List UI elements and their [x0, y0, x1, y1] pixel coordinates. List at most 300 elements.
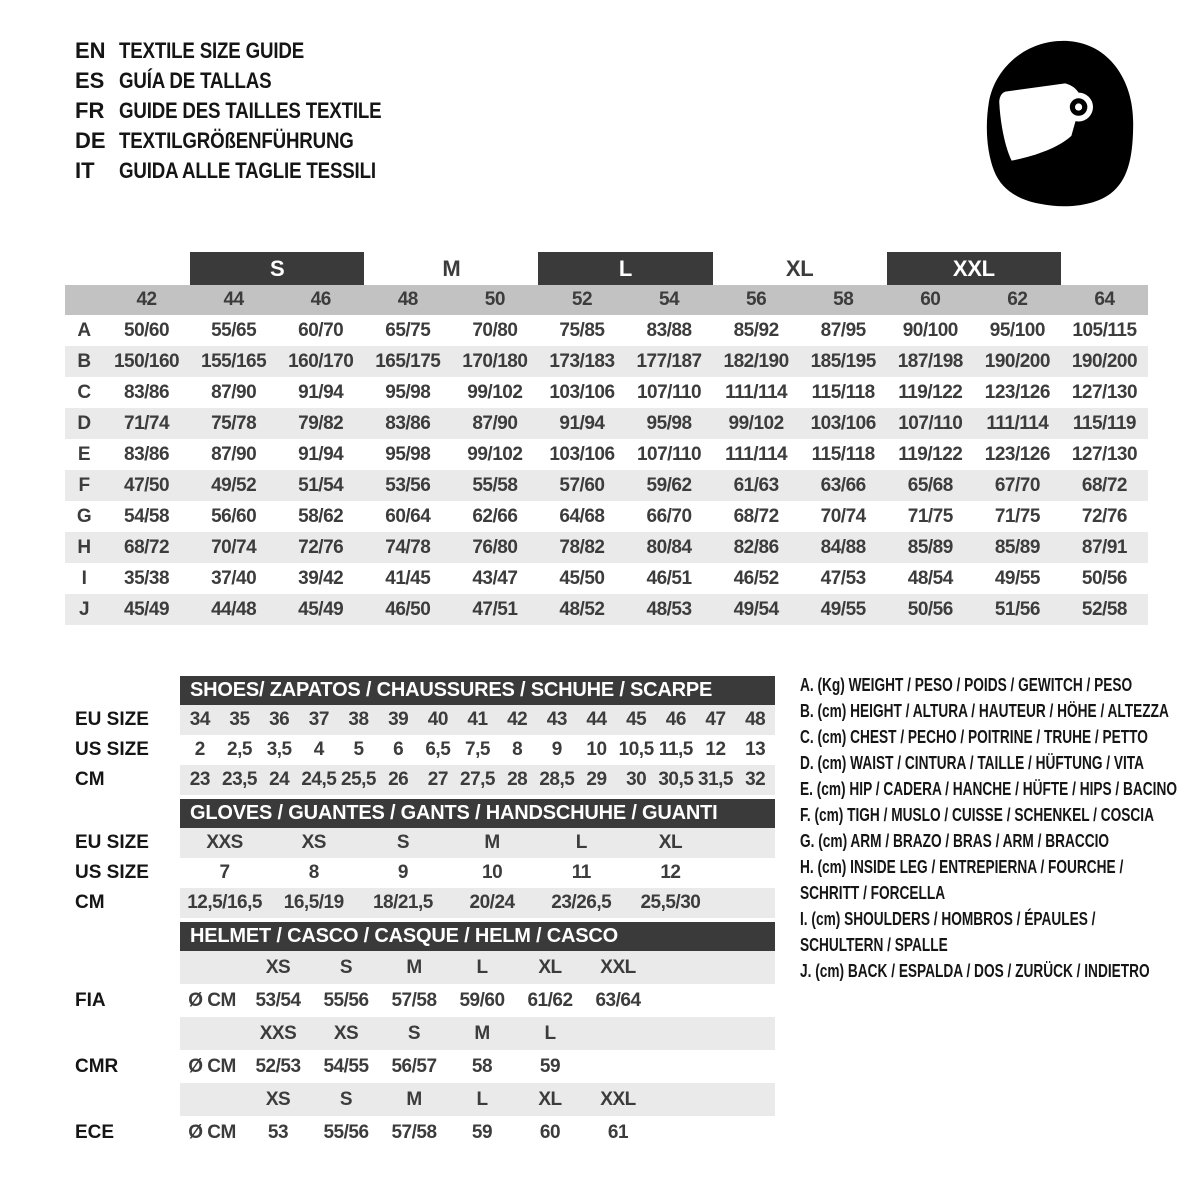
size-cell: 59/62: [646, 474, 692, 496]
size-column-label: 46: [310, 289, 331, 310]
helmet-unit: Ø CM: [188, 1055, 236, 1077]
helmet-values: [180, 984, 775, 1017]
size-cell: 182/190: [723, 350, 789, 372]
size-cell: 51/56: [994, 598, 1040, 620]
size-cell: 43/47: [472, 567, 518, 589]
shoes-cell: 2: [194, 739, 205, 760]
size-group-xxl: XXL: [887, 252, 1061, 285]
shoes-cell: 3,5: [266, 739, 292, 760]
size-cell: 55/58: [472, 474, 518, 496]
helmet-value-cell: 56/57: [391, 1055, 437, 1077]
size-group-xl: XL: [785, 255, 814, 281]
helmet-value-cell: 52/53: [255, 1055, 301, 1077]
size-cell: 103/106: [549, 443, 615, 465]
size-cell: 155/165: [201, 350, 267, 372]
size-row-label: E: [77, 443, 91, 465]
helmet-values: [180, 1116, 775, 1149]
size-column-label: 60: [920, 289, 941, 310]
row-label: [65, 1083, 180, 1116]
shoes-cell: 34: [189, 709, 210, 730]
size-cell: 49/55: [820, 598, 866, 620]
size-cell: 70/74: [820, 505, 866, 527]
size-cell: 72/76: [298, 536, 344, 558]
size-cell: 80/84: [646, 536, 692, 558]
size-cell: 51/54: [298, 474, 344, 496]
helmet-value-cell: 58: [471, 1055, 493, 1077]
shoes-cell: 12: [705, 739, 726, 760]
shoes-cell: 28: [507, 769, 528, 790]
shoes-cell: 31,5: [698, 769, 733, 790]
size-cell: 103/106: [810, 412, 876, 434]
size-cell: 119/122: [898, 443, 963, 465]
legend-line: J. (cm) BACK / ESPALDA / DOS / ZURÜCK / INDIETRO: [800, 961, 1150, 981]
size-cell: 68/72: [733, 505, 779, 527]
legend-line: G. (cm) ARM / BRAZO / BRAS / ARM / BRACCIO: [800, 831, 1110, 851]
size-cell: 62/66: [472, 505, 518, 527]
helmet-size-cell: M: [406, 1088, 422, 1110]
gloves-cell: XXS: [206, 832, 243, 853]
size-cell: 160/170: [288, 350, 354, 372]
size-table-row: [65, 501, 1148, 532]
size-cell: 57/60: [559, 474, 605, 496]
size-group-l: L: [538, 252, 712, 285]
helmet-size-cell: S: [407, 1022, 421, 1044]
gloves-values: [180, 858, 775, 888]
shoes-row: [65, 765, 780, 795]
size-cell: 99/102: [467, 381, 523, 403]
shoes-cell: 40: [427, 709, 448, 730]
helmet-standard-label: CMR: [75, 1055, 119, 1077]
helmet-value-cell: 57/58: [391, 1121, 437, 1143]
shoes-cell: 27,5: [460, 769, 495, 790]
gloves-section: [65, 799, 780, 918]
shoes-cell: 6: [393, 739, 404, 760]
size-table-row: [65, 439, 1148, 470]
gloves-values: [180, 828, 775, 858]
shoes-cell: 32: [745, 769, 766, 790]
size-cell: 75/85: [559, 319, 605, 341]
gloves-row: [65, 888, 780, 918]
shoes-cell: 26: [388, 769, 409, 790]
gloves-cell: 9: [397, 862, 408, 883]
size-cell: 187/198: [897, 350, 963, 372]
legend-line: I. (cm) SHOULDERS / HOMBROS / ÉPAULES /: [800, 909, 1096, 929]
size-cell: 63/66: [820, 474, 866, 496]
size-cell: 90/100: [902, 319, 958, 341]
helmet-section: [65, 922, 780, 1149]
size-cell: 56/60: [211, 505, 257, 527]
size-cell: 35/38: [124, 567, 170, 589]
shoes-cell: 9: [551, 739, 562, 760]
gloves-cell: 25,5/30: [640, 892, 701, 913]
size-cell: 185/195: [810, 350, 876, 372]
size-column-label: 50: [484, 289, 505, 310]
gloves-cell: L: [575, 832, 587, 853]
size-table-row: [65, 563, 1148, 594]
helmet-value-cell: 57/58: [391, 989, 437, 1011]
size-cell: 64/68: [559, 505, 605, 527]
helmet-sizes-row: [65, 951, 780, 984]
size-row-label: B: [77, 350, 91, 372]
shoes-cell: 36: [269, 709, 290, 730]
size-cell: 76/80: [472, 536, 518, 558]
size-cell: 190/200: [984, 350, 1050, 372]
helmet-unit-spacer: [180, 1083, 244, 1116]
shoes-cell: 5: [353, 739, 364, 760]
size-table-row: [65, 346, 1148, 377]
shoes-cell: 37: [308, 709, 329, 730]
size-columns-row: [65, 285, 1148, 315]
language-row: [75, 156, 428, 186]
gloves-cell: XL: [658, 832, 683, 853]
shoes-cell: 8: [512, 739, 523, 760]
helmet-values: [180, 1050, 775, 1083]
legend-line: A. (Kg) WEIGHT / PESO / POIDS / GEWITCH / PESO: [800, 675, 1133, 695]
size-cell: 41/45: [385, 567, 431, 589]
size-cell: 87/90: [211, 381, 257, 403]
helmet-size-cell: L: [476, 956, 488, 978]
helmet-size-cell: XS: [265, 1088, 291, 1110]
shoes-row: [65, 705, 780, 735]
size-cell: 95/98: [385, 381, 431, 403]
language-title: GUIDA ALLE TAGLIE TESSILI: [119, 158, 376, 183]
size-cell: 123/126: [984, 381, 1050, 403]
gloves-cell: 11: [571, 862, 591, 883]
shoes-cell: 42: [507, 709, 528, 730]
shoes-cell: 29: [586, 769, 607, 790]
size-cell: 52/58: [1081, 598, 1127, 620]
helmet-size-cell: L: [476, 1088, 488, 1110]
helmet-size-cell: M: [406, 956, 422, 978]
shoes-cell: 47: [705, 709, 726, 730]
shoes-cell: 13: [745, 739, 766, 760]
helmet-value-cell: 55/56: [323, 1121, 369, 1143]
shoes-cell: 27: [427, 769, 448, 790]
size-cell: 91/94: [298, 381, 344, 403]
size-cell: 111/114: [725, 443, 788, 465]
size-cell: 150/160: [113, 350, 180, 372]
size-cell: 45/49: [124, 598, 170, 620]
size-table-body: [65, 315, 1148, 625]
shoes-row: [65, 735, 780, 765]
size-column-label: 54: [658, 289, 680, 310]
size-cell: 83/88: [646, 319, 692, 341]
shoes-cell: 23: [189, 769, 210, 790]
gloves-values: [180, 888, 775, 918]
shoes-cell: 11,5: [658, 739, 693, 760]
size-cell: 127/130: [1071, 443, 1138, 465]
size-cell: 58/62: [298, 505, 344, 527]
size-column-label: 42: [136, 289, 157, 310]
size-cell: 83/86: [124, 443, 170, 465]
size-cell: 83/86: [124, 381, 170, 403]
helmet-size-cell: S: [339, 956, 353, 978]
size-cell: 70/80: [472, 319, 518, 341]
shoes-cell: 10,5: [618, 739, 654, 760]
size-cell: 123/126: [984, 443, 1050, 465]
gloves-row: [65, 828, 780, 858]
helmet-size-cell: XXS: [259, 1022, 297, 1044]
shoes-cell: 30,5: [658, 769, 694, 790]
size-cell: 95/100: [989, 319, 1045, 341]
size-cell: 45/50: [559, 567, 605, 589]
size-cell: 65/68: [907, 474, 953, 496]
size-cell: 50/56: [1081, 567, 1127, 589]
size-cell: 46/52: [733, 567, 779, 589]
size-cell: 74/78: [385, 536, 431, 558]
size-cell: 55/65: [211, 319, 257, 341]
shoes-cell: 28,5: [539, 769, 575, 790]
helmet-value-cell: 61/62: [527, 989, 573, 1011]
legend-line: H. (cm) INSIDE LEG / ENTREPIERNA / FOURCHE /: [800, 857, 1124, 877]
helmet-value-cell: 63/64: [595, 989, 641, 1011]
size-row-label: I: [81, 567, 87, 589]
helmet-size-cell: XL: [538, 1088, 562, 1110]
size-cell: 85/89: [907, 536, 953, 558]
legend-line: C. (cm) CHEST / PECHO / POITRINE / TRUHE / PETTO: [800, 727, 1148, 747]
size-cell: 170/180: [462, 350, 528, 372]
helmet-size-cell: XS: [333, 1022, 359, 1044]
size-cell: 39/42: [298, 567, 344, 589]
shoes-cell: 2,5: [227, 739, 252, 760]
helmet-value-cell: 55/56: [323, 989, 369, 1011]
size-cell: 103/106: [549, 381, 615, 403]
legend-line: F. (cm) TIGH / MUSLO / CUISSE / SCHENKEL / COSCIA: [800, 805, 1154, 825]
row-label: US SIZE: [75, 862, 149, 883]
racing-helmet-icon: [975, 38, 1143, 208]
gloves-cell: 12,5/16,5: [187, 892, 262, 913]
size-cell: 177/187: [636, 350, 702, 372]
size-group-m: M: [442, 255, 461, 281]
helmet-sizes-row: [65, 1083, 780, 1116]
legend-line: SCHULTERN / SPALLE: [800, 935, 948, 955]
size-cell: 91/94: [298, 443, 344, 465]
size-cell: 115/119: [1072, 412, 1136, 434]
helmet-value-cell: 53/54: [255, 989, 301, 1011]
size-cell: 115/118: [811, 381, 875, 403]
size-cell: 71/74: [124, 412, 170, 434]
language-row: [75, 36, 428, 66]
helmet-value-cell: 59: [539, 1055, 561, 1077]
shoes-cell: 45: [626, 709, 647, 730]
language-code: DE: [75, 128, 106, 153]
helmet-value-cell: 54/55: [323, 1055, 369, 1077]
size-column-label: 62: [1007, 289, 1028, 310]
row-label: CM: [75, 892, 105, 913]
size-cell: 105/115: [1072, 319, 1137, 341]
shoes-cell: 10: [586, 739, 607, 760]
size-column-spacer: [65, 285, 103, 315]
size-cell: 95/98: [385, 443, 431, 465]
size-row-label: F: [78, 474, 90, 496]
shoes-cell: 44: [586, 709, 607, 730]
gloves-cell: XS: [301, 832, 326, 853]
language-row: [75, 96, 428, 126]
size-cell: 79/82: [298, 412, 344, 434]
shoes-cell: 24,5: [301, 769, 337, 790]
size-cell: 47/53: [820, 567, 866, 589]
size-cell: 173/183: [549, 350, 615, 372]
size-cell: 87/90: [472, 412, 518, 434]
gloves-cell: 10: [482, 862, 503, 883]
size-row-label: A: [77, 319, 91, 341]
size-cell: 71/75: [994, 505, 1040, 527]
shoes-cell: 48: [745, 709, 766, 730]
main-size-table: [65, 252, 1148, 625]
gloves-cell: 23/26,5: [551, 892, 612, 913]
gloves-cell: 16,5/19: [283, 892, 344, 913]
row-label: [65, 951, 180, 984]
size-cell: 99/102: [467, 443, 523, 465]
size-table-row: [65, 594, 1148, 625]
size-table-row: [65, 377, 1148, 408]
size-column-label: 48: [397, 289, 418, 310]
measurement-legend: [800, 672, 1200, 984]
size-table-row: [65, 532, 1148, 563]
shoes-cell: 35: [229, 709, 250, 730]
legend-line: SCHRITT / FORCELLA: [800, 883, 946, 903]
size-cell: 60/70: [298, 319, 344, 341]
size-cell: 95/98: [646, 412, 692, 434]
size-group-header: [65, 252, 1148, 285]
helmet-standard-label: FIA: [75, 989, 106, 1011]
size-cell: 53/56: [385, 474, 431, 496]
size-row-label: C: [77, 381, 91, 403]
row-label: CM: [75, 769, 105, 790]
size-cell: 99/102: [728, 412, 784, 434]
shoes-cell: 25,5: [341, 769, 376, 790]
shoes-cell: 24: [269, 769, 290, 790]
size-table-row: [65, 470, 1148, 501]
size-cell: 44/48: [211, 598, 257, 620]
helmet-size-cell: XXL: [600, 956, 636, 978]
size-cell: 91/94: [559, 412, 605, 434]
language-title: TEXTILE SIZE GUIDE: [119, 38, 305, 63]
shoes-cell: 41: [467, 709, 488, 730]
row-label: EU SIZE: [75, 832, 149, 853]
shoes-cell: 43: [546, 709, 567, 730]
helmet-unit-spacer: [180, 951, 244, 984]
size-cell: 115/118: [811, 443, 875, 465]
size-cell: 49/55: [994, 567, 1040, 589]
helmet-size-cell: S: [339, 1088, 353, 1110]
helmet-value-cell: 60: [539, 1121, 561, 1143]
size-cell: 54/58: [124, 505, 170, 527]
size-cell: 49/54: [733, 598, 779, 620]
size-column-label: 58: [833, 289, 854, 310]
size-cell: 87/95: [820, 319, 866, 341]
size-cell: 48/52: [559, 598, 605, 620]
helmet-standard-label: ECE: [75, 1121, 115, 1143]
size-cell: 46/51: [646, 567, 692, 589]
helmet-value-cell: 59: [471, 1121, 493, 1143]
size-cell: 107/110: [636, 381, 702, 403]
shoes-cell: 38: [348, 709, 369, 730]
size-cell: 85/89: [994, 536, 1040, 558]
shoes-cell: 30: [626, 769, 647, 790]
size-cell: 75/78: [211, 412, 257, 434]
size-table-row: [65, 408, 1148, 439]
language-code: EN: [75, 38, 106, 63]
helmet-standard-row: [65, 1116, 780, 1149]
size-cell: 71/75: [907, 505, 953, 527]
size-cell: 111/114: [986, 412, 1049, 434]
gloves-cell: 12: [660, 862, 681, 883]
shoes-values: [180, 735, 775, 765]
shoes-cell: 39: [388, 709, 409, 730]
gloves-cell: 18/21,5: [372, 892, 433, 913]
helmet-sizes: [180, 1017, 775, 1050]
shoes-cell: 46: [665, 709, 686, 730]
legend-line: B. (cm) HEIGHT / ALTURA / HAUTEUR / HÖHE / ALTEZZA: [800, 701, 1169, 721]
size-column-label: 52: [571, 289, 593, 310]
size-cell: 48/53: [646, 598, 692, 620]
size-cell: 82/86: [733, 536, 779, 558]
row-label: US SIZE: [75, 739, 149, 760]
size-cell: 84/88: [820, 536, 866, 558]
size-group-s: S: [190, 252, 364, 285]
gloves-title-bar: GLOVES / GUANTES / GANTS / HANDSCHUHE / GUANTI: [180, 799, 775, 828]
size-cell: 67/70: [994, 474, 1040, 496]
gloves-row: [65, 858, 780, 888]
shoes-cell: 4: [313, 739, 324, 760]
gloves-cell: M: [484, 832, 500, 853]
language-title: GUÍA DE TALLAS: [119, 68, 272, 93]
shoes-title-bar: SHOES/ ZAPATOS / CHAUSSURES / SCHUHE / SCARPE: [180, 676, 775, 705]
size-cell: 68/72: [1081, 474, 1127, 496]
size-cell: 66/70: [646, 505, 692, 527]
helmet-size-cell: L: [544, 1022, 556, 1044]
size-cell: 60/64: [385, 505, 431, 527]
helmet-unit: Ø CM: [188, 1121, 236, 1143]
size-row-label: D: [77, 412, 91, 434]
size-cell: 50/56: [907, 598, 953, 620]
accessory-size-sections: [65, 676, 780, 1153]
size-row-label: H: [77, 536, 91, 558]
helmet-value-cell: 53: [267, 1121, 289, 1143]
shoes-section: [65, 676, 780, 795]
language-title: TEXTILGRÖßENFÜHRUNG: [119, 128, 354, 153]
helmet-value-cell: 59/60: [459, 989, 505, 1011]
shoes-cell: 6,5: [425, 739, 451, 760]
size-cell: 83/86: [385, 412, 431, 434]
size-cell: 65/75: [385, 319, 431, 341]
size-cell: 78/82: [559, 536, 605, 558]
row-label: [65, 1017, 180, 1050]
size-cell: 111/114: [725, 381, 788, 403]
size-cell: 127/130: [1071, 381, 1138, 403]
size-cell: 85/92: [733, 319, 779, 341]
row-label: EU SIZE: [75, 709, 149, 730]
language-code: ES: [75, 68, 105, 93]
size-cell: 47/50: [124, 474, 170, 496]
helmet-sizes: [180, 1083, 775, 1116]
helmet-value-cell: 61: [607, 1121, 629, 1143]
size-row-label: J: [78, 598, 90, 620]
size-cell: 50/60: [124, 319, 170, 341]
language-row: [75, 66, 428, 96]
helmet-standard-row: [65, 984, 780, 1017]
gloves-cell: 20/24: [469, 892, 515, 913]
helmet-size-cell: XS: [265, 956, 291, 978]
shoes-values: [180, 765, 775, 795]
size-cell: 87/91: [1081, 536, 1127, 558]
gloves-cell: 7: [219, 862, 230, 883]
size-cell: 70/74: [211, 536, 257, 558]
gloves-cell: 8: [308, 862, 319, 883]
size-column-label: 56: [746, 289, 767, 310]
helmet-size-cell: XL: [538, 956, 562, 978]
